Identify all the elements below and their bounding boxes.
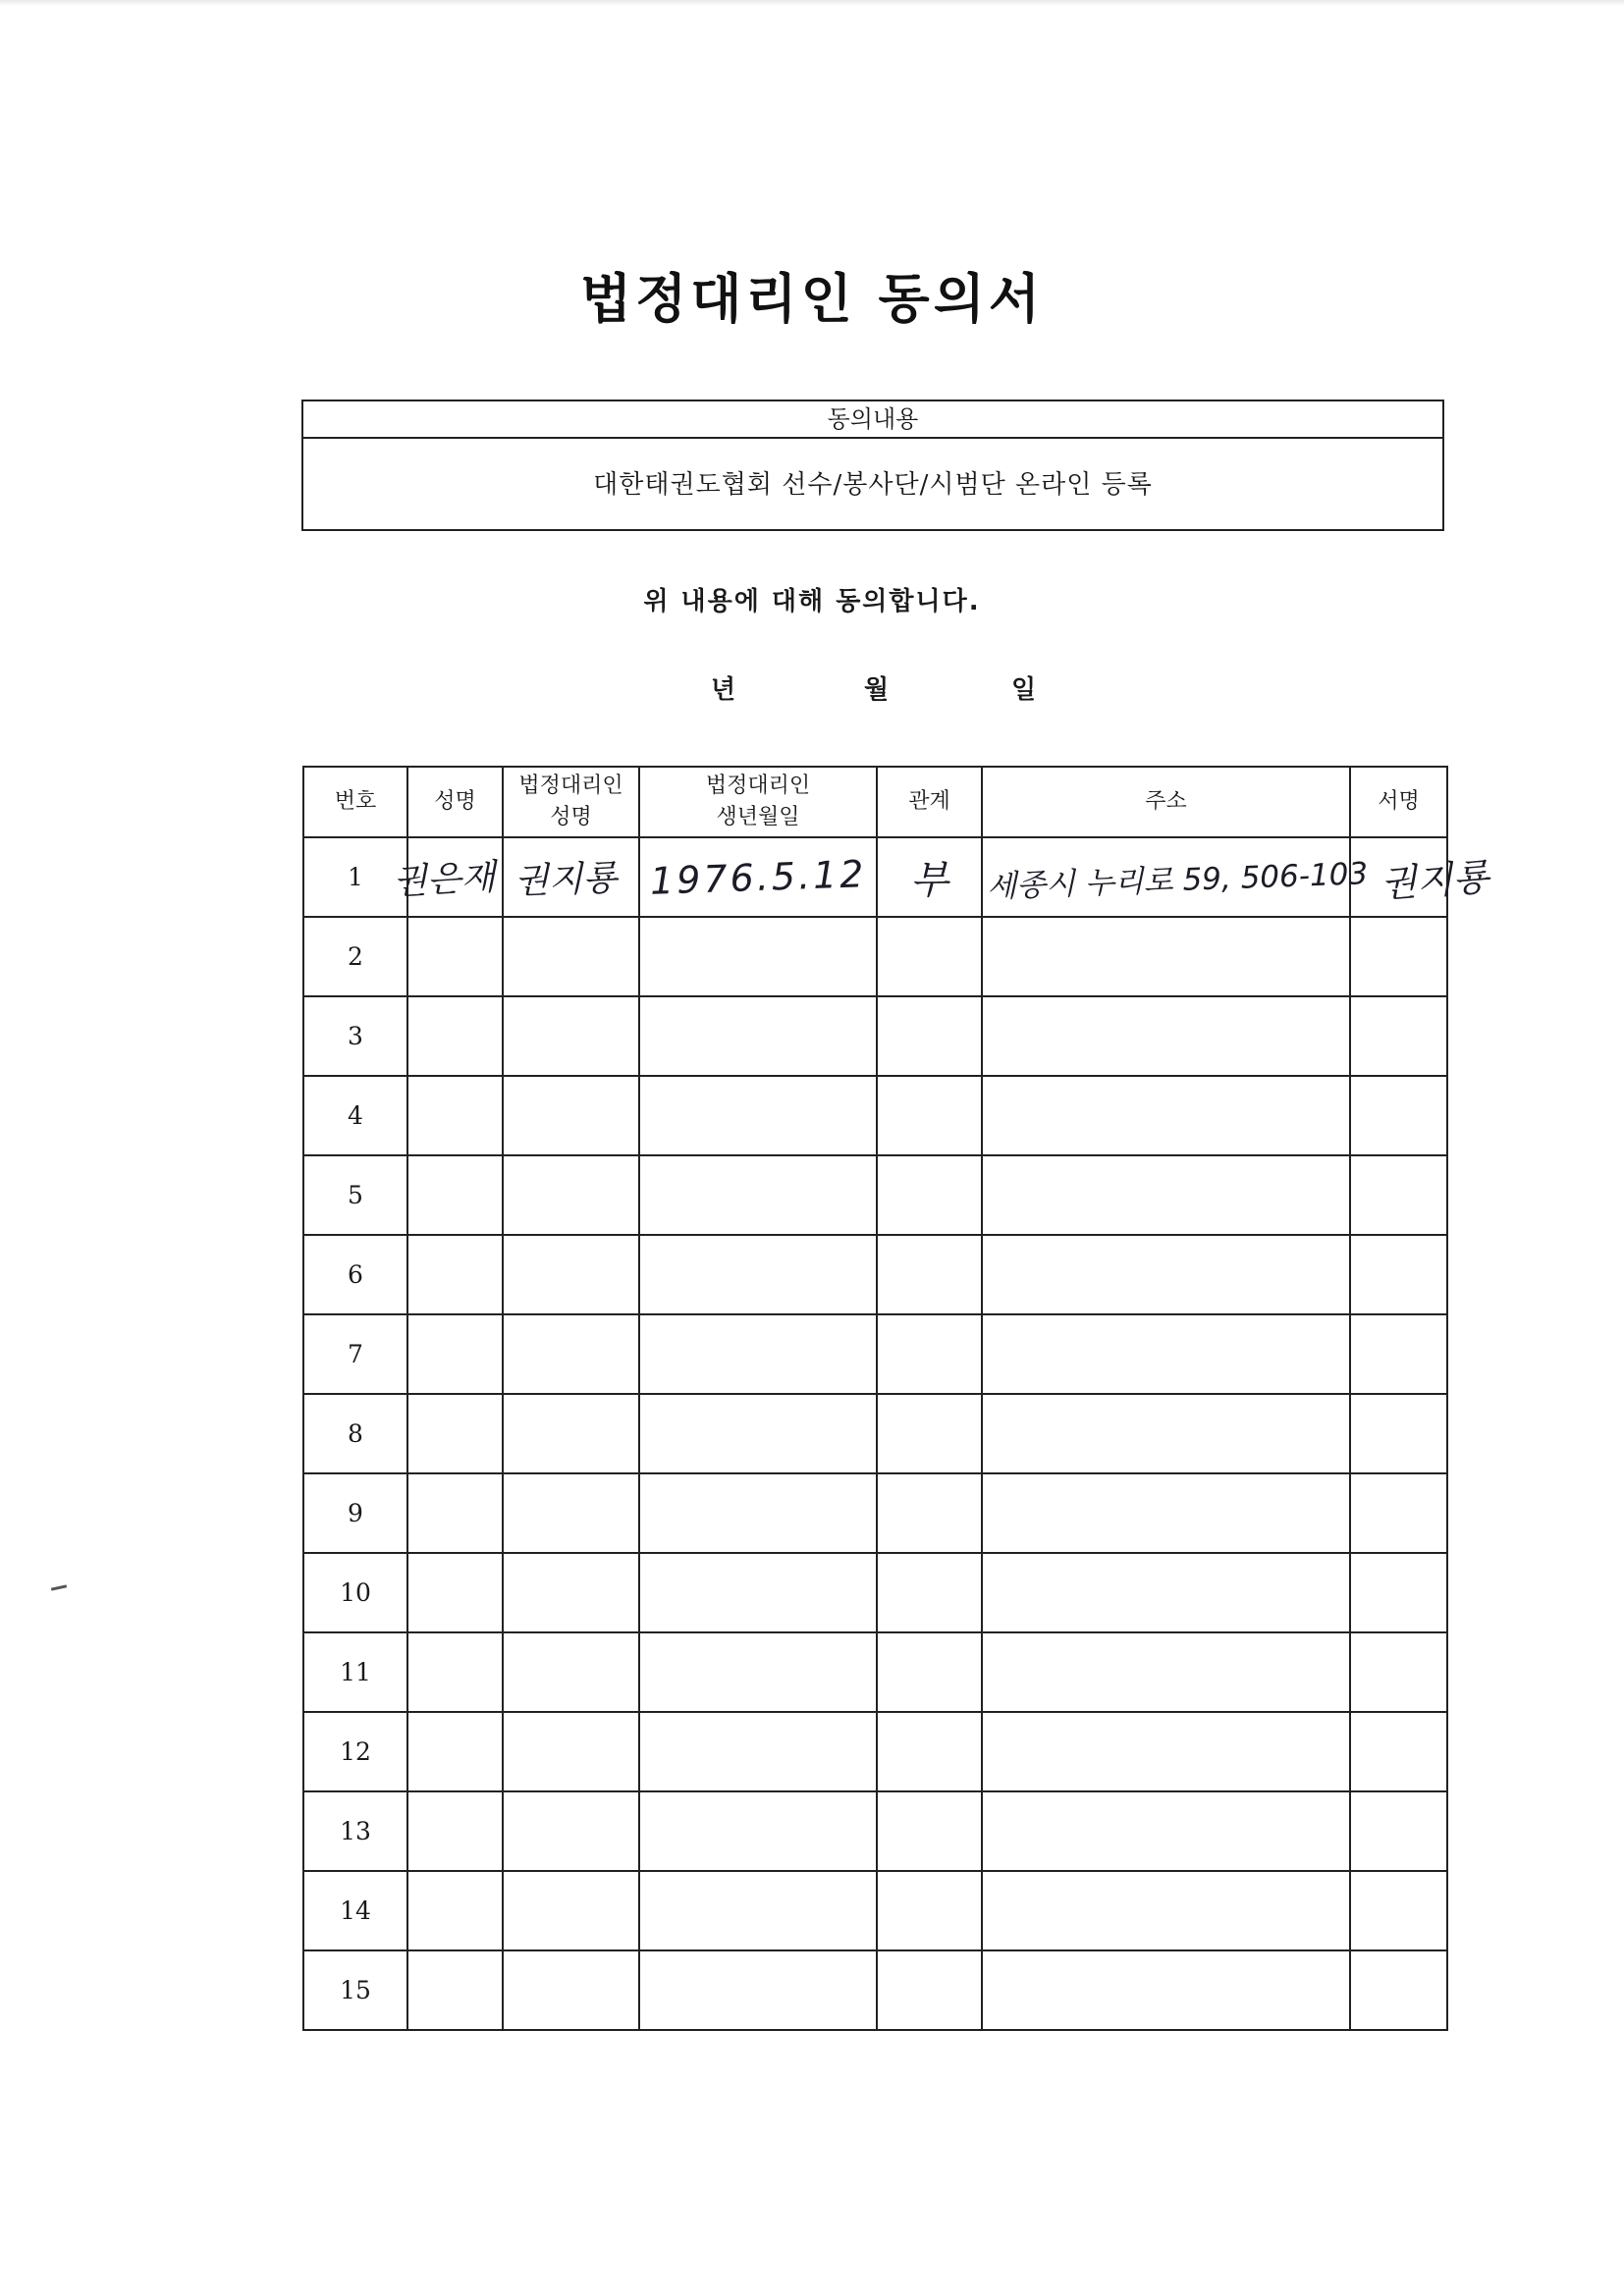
scan-mark — [51, 1584, 67, 1590]
cell-address — [982, 837, 1369, 917]
cell-signature — [1350, 1553, 1447, 1632]
header-rep-birth-line1: 법정대리인 — [705, 774, 811, 798]
cell-no — [303, 1553, 407, 1632]
cell-no-text: 3 — [348, 1022, 363, 1050]
cell-signature — [1350, 917, 1447, 996]
cell-rep-birth — [639, 837, 877, 917]
header-rep-birth-line2: 생년월일 — [716, 805, 800, 829]
cell-rep-birth — [639, 1950, 877, 2030]
cell-name — [392, 837, 503, 917]
cell-rep-name — [503, 1155, 639, 1235]
cell-rep-name — [503, 1235, 639, 1314]
cell-signature — [1350, 1473, 1447, 1553]
cell-name — [407, 1871, 503, 1950]
table-row — [303, 837, 1447, 917]
header-relation: 관계 — [877, 767, 982, 837]
cell-no-text: 2 — [348, 942, 363, 971]
cell-no-text: 11 — [340, 1658, 371, 1686]
cell-address — [982, 1076, 1350, 1155]
table-row — [303, 1155, 1447, 1235]
cell-rep-birth — [639, 1314, 877, 1394]
cell-address — [982, 1712, 1350, 1791]
cell-relation — [877, 1712, 982, 1791]
cell-relation — [877, 1394, 982, 1473]
cell-no-text: 10 — [340, 1578, 371, 1607]
cell-no-text: 9 — [348, 1499, 363, 1527]
cell-name — [407, 1712, 503, 1791]
cell-name — [407, 1394, 503, 1473]
cell-address — [982, 1235, 1350, 1314]
cell-name — [407, 996, 503, 1076]
cell-relation — [877, 837, 982, 917]
cell-rep-name — [503, 996, 639, 1076]
table-row — [303, 1314, 1447, 1394]
cell-no — [303, 1314, 407, 1394]
header-rep-name — [503, 767, 639, 837]
cell-address — [982, 1553, 1350, 1632]
table-row — [303, 1712, 1447, 1791]
cell-rep-name — [503, 1314, 639, 1394]
cell-rep-name — [503, 1394, 639, 1473]
table-row — [303, 1950, 1447, 2030]
header-address: 주소 — [982, 767, 1350, 837]
cell-relation — [877, 1235, 982, 1314]
consent-body: 대한태권도협회 선수/봉사단/시범단 온라인 등록 — [593, 470, 1153, 500]
cell-relation — [877, 996, 982, 1076]
cell-signature — [1350, 1871, 1447, 1950]
cell-address — [982, 1314, 1350, 1394]
table-row — [303, 917, 1447, 996]
header-rep-name-line1: 법정대리인 — [518, 774, 623, 798]
consent-header: 동의내용 — [303, 401, 1442, 439]
header-rep-birth — [639, 767, 877, 837]
table-row — [303, 1076, 1447, 1155]
cell-rep-name-text: 권지룡 — [514, 858, 619, 902]
document-title: 법정대리인 동의서 — [579, 267, 1045, 330]
cell-signature — [1350, 1076, 1447, 1155]
cell-no-text: 6 — [348, 1260, 363, 1289]
cell-rep-birth — [639, 1473, 877, 1553]
cell-address — [982, 1394, 1350, 1473]
cell-rep-name — [503, 837, 639, 917]
cell-rep-name — [503, 917, 639, 996]
cell-rep-birth — [639, 1155, 877, 1235]
cell-no-text: 5 — [348, 1181, 363, 1209]
cell-rep-birth-text: 1976.5.12 — [649, 851, 867, 903]
cell-relation — [877, 1553, 982, 1632]
table-row — [303, 1791, 1447, 1871]
cell-relation — [877, 1314, 982, 1394]
header-rep-name-line2: 성명 — [550, 805, 592, 829]
cell-address — [982, 1632, 1350, 1712]
cell-signature — [1350, 1632, 1447, 1712]
cell-signature — [1350, 1791, 1447, 1871]
date-month-label: 월 — [864, 675, 890, 705]
cell-no — [303, 1950, 407, 2030]
agreement-statement: 위 내용에 대해 동의합니다. — [643, 587, 981, 616]
cell-rep-birth — [639, 917, 877, 996]
cell-relation — [877, 1871, 982, 1950]
cell-no — [303, 1871, 407, 1950]
cell-rep-birth — [639, 1553, 877, 1632]
cell-rep-birth — [639, 1076, 877, 1155]
cell-name — [407, 1632, 503, 1712]
cell-no-text: 1 — [348, 863, 363, 891]
cell-rep-name — [503, 1791, 639, 1871]
cell-signature — [1350, 1394, 1447, 1473]
cell-signature — [1350, 996, 1447, 1076]
header-name: 성명 — [407, 767, 503, 837]
cell-name-text: 권은재 — [392, 857, 497, 903]
cell-signature — [1350, 1314, 1447, 1394]
cell-address — [982, 917, 1350, 996]
cell-signature — [1350, 1950, 1447, 2030]
cell-rep-birth — [639, 1235, 877, 1314]
cell-rep-birth — [639, 1791, 877, 1871]
cell-rep-name — [503, 1473, 639, 1553]
cell-signature — [1350, 1235, 1447, 1314]
cell-address — [982, 1473, 1350, 1553]
table-body — [303, 837, 1490, 2030]
cell-relation — [877, 1632, 982, 1712]
cell-no — [303, 1791, 407, 1871]
cell-address-text: 세종시 누리로 59, 506-103 — [986, 856, 1369, 905]
cell-no-text: 13 — [340, 1817, 371, 1845]
table-row — [303, 1473, 1447, 1553]
cell-name — [407, 917, 503, 996]
table-row — [303, 1235, 1447, 1314]
cell-no — [303, 1632, 407, 1712]
cell-relation — [877, 1473, 982, 1553]
cell-address — [982, 1155, 1350, 1235]
cell-signature — [1350, 1155, 1447, 1235]
cell-name — [407, 1950, 503, 2030]
cell-signature-text: 권지룡 — [1379, 855, 1490, 906]
cell-no-text: 15 — [340, 1976, 371, 2004]
cell-address — [982, 1791, 1350, 1871]
cell-relation — [877, 1950, 982, 2030]
table-header-row — [303, 767, 1447, 837]
cell-relation — [877, 917, 982, 996]
cell-name — [407, 1314, 503, 1394]
guardian-roster-table — [302, 766, 1490, 2031]
cell-name — [407, 1235, 503, 1314]
cell-no — [303, 1394, 407, 1473]
cell-rep-birth — [639, 996, 877, 1076]
header-no: 번호 — [303, 767, 407, 837]
date-day-label: 일 — [1011, 675, 1037, 705]
cell-relation — [877, 1791, 982, 1871]
cell-no-text: 4 — [348, 1101, 363, 1130]
cell-signature — [1350, 1712, 1447, 1791]
cell-address — [982, 1871, 1350, 1950]
table-row — [303, 1553, 1447, 1632]
cell-relation-text: 부 — [910, 858, 948, 903]
cell-name — [407, 1553, 503, 1632]
cell-rep-birth — [639, 1871, 877, 1950]
cell-no-text: 14 — [340, 1896, 371, 1925]
cell-no — [303, 1076, 407, 1155]
cell-no-text: 8 — [348, 1419, 363, 1448]
header-signature: 서명 — [1350, 767, 1447, 837]
table-row — [303, 1871, 1447, 1950]
cell-name — [407, 1473, 503, 1553]
cell-no — [303, 917, 407, 996]
table-row — [303, 996, 1447, 1076]
cell-name — [407, 1076, 503, 1155]
cell-relation — [877, 1155, 982, 1235]
cell-address — [982, 996, 1350, 1076]
table-row — [303, 1394, 1447, 1473]
cell-rep-birth — [639, 1394, 877, 1473]
scan-edge — [0, 0, 1624, 6]
cell-rep-name — [503, 1553, 639, 1632]
cell-rep-birth — [639, 1712, 877, 1791]
cell-rep-birth — [639, 1632, 877, 1712]
cell-name — [407, 1791, 503, 1871]
cell-no — [303, 1473, 407, 1553]
cell-no — [303, 996, 407, 1076]
table-row — [303, 1632, 1447, 1712]
cell-no-text: 7 — [348, 1340, 363, 1368]
cell-rep-name — [503, 1950, 639, 2030]
cell-address — [982, 1950, 1350, 2030]
cell-no — [303, 1155, 407, 1235]
consent-box — [301, 400, 1444, 531]
cell-rep-name — [503, 1076, 639, 1155]
date-year-label: 년 — [711, 675, 736, 705]
cell-no — [303, 1235, 407, 1314]
cell-no-text: 12 — [340, 1737, 371, 1766]
cell-rep-name — [503, 1871, 639, 1950]
cell-relation — [877, 1076, 982, 1155]
cell-name — [407, 1155, 503, 1235]
cell-no — [303, 1712, 407, 1791]
cell-rep-name — [503, 1712, 639, 1791]
cell-rep-name — [503, 1632, 639, 1712]
